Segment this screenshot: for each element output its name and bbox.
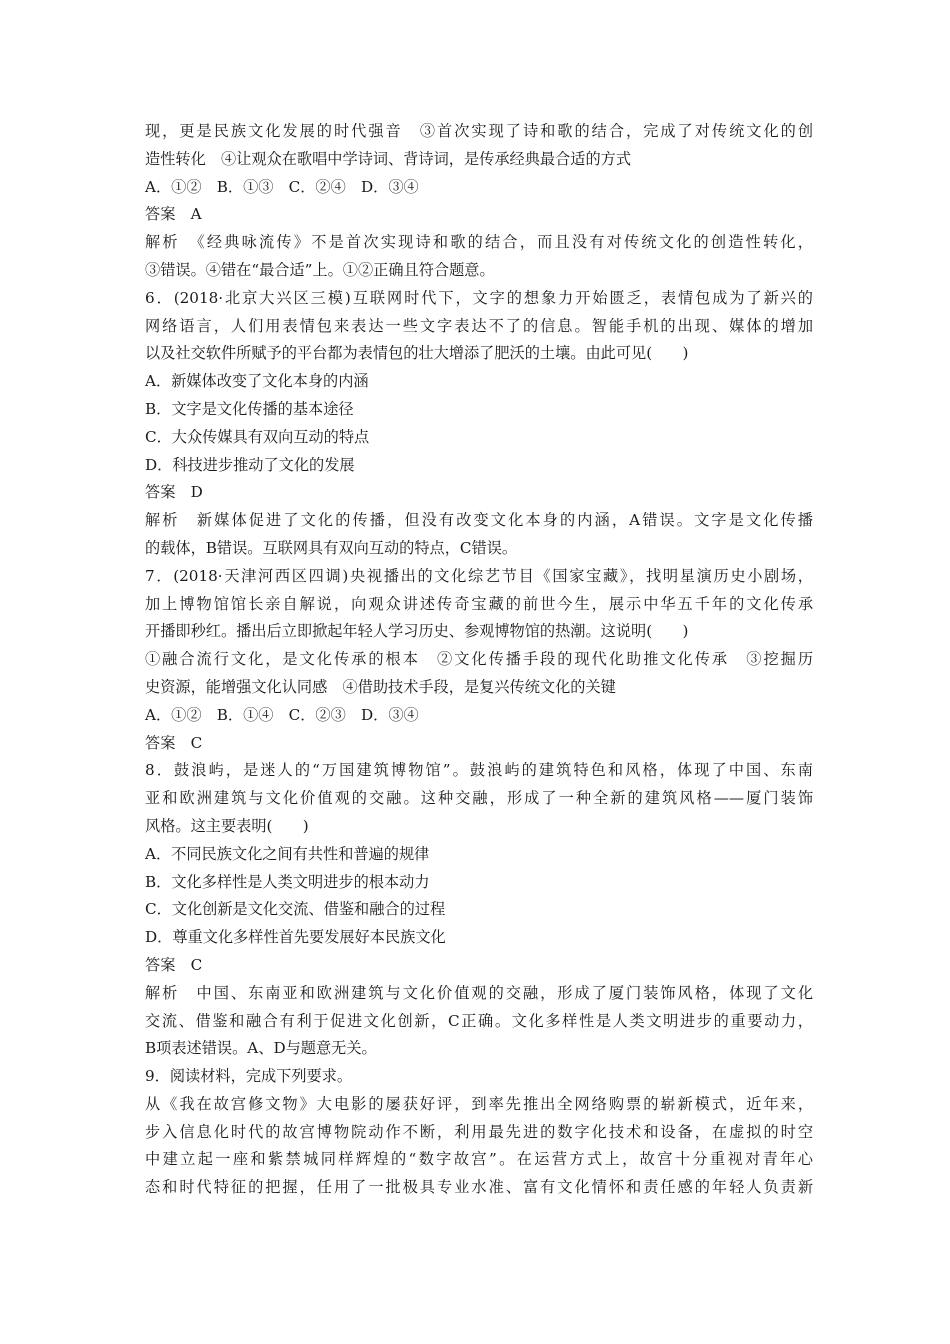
text-line: ③错误。④错在“最合适”上。①②正确且符合题意。 <box>145 260 495 279</box>
option-b: B．文化多样性是人类文明进步的根本动力 <box>145 872 430 891</box>
option-c: C．大众传媒具有双向互动的特点 <box>145 427 370 446</box>
answer-options: A．①② B．①③ C．②④ D．③④ <box>145 177 419 196</box>
question-9-line: 9．阅读材料，完成下列要求。 <box>145 1067 353 1086</box>
material-line: 从《我在故宫修文物》大电影的屡获好评，到率先推出全网络购票的崭新模式，近年来， <box>145 1094 813 1113</box>
text-line: 造性转化 ④让观众在歌唱中学诗词、背诗词，是传承经典最合适的方式 <box>145 149 631 168</box>
material-line: 步入信息化时代的故宫博物院动作不断，利用最先进的数字化技术和设备，在虚拟的时空 <box>145 1122 813 1141</box>
answer-line: 答案 A <box>145 205 202 224</box>
option-d: D．尊重文化多样性首先要发展好本民族文化 <box>145 928 446 947</box>
answer-line: 答案 C <box>145 733 203 752</box>
text-line: 现，更是民族文化发展的时代强音 ③首次实现了诗和歌的结合，完成了对传统文化的创 <box>145 122 813 140</box>
option-c: C．文化创新是文化交流、借鉴和融合的过程 <box>145 900 446 919</box>
text-line: 以及社交软件所赋予的平台都为表情包的壮大增添了肥沃的土壤。由此可见( ) <box>145 344 689 363</box>
text-line: 开播即秒红。播出后立即掀起年轻人学习历史、参观博物馆的热潮。这说明( ) <box>145 622 689 641</box>
answer-line: 答案 C <box>145 955 203 974</box>
text-line: 的载体，B错误。互联网具有双向互动的特点，C错误。 <box>145 538 518 557</box>
text-line: 网络语言，人们用表情包来表达一些文字表达不了的信息。智能手机的出现、媒体的增加 <box>145 316 813 335</box>
question-6-line: 6．(2018·北京大兴区三模)互联网时代下，文字的想象力开始匮乏，表情包成为了新兴的 <box>145 288 813 307</box>
document-page <box>145 118 813 1202</box>
option-d: D．科技进步推动了文化的发展 <box>145 455 355 474</box>
answer-options: A．①② B．①④ C．②③ D．③④ <box>145 705 419 724</box>
text-line: 亚和欧洲建筑与文化价值观的交融。这种交融，形成了一种全新的建筑风格——厦门装饰 <box>145 789 813 808</box>
text-line: B项表述错误。A、D与题意无关。 <box>145 1039 377 1058</box>
analysis-line: 解析 《经典咏流传》不是首次实现诗和歌的结合，而且没有对传统文化的创造性转化， <box>145 233 813 252</box>
text-line: ①融合流行文化，是文化传承的根本 ②文化传播手段的现代化助推文化传承 ③挖掘历 <box>145 650 813 669</box>
material-line: 态和时代特征的把握，任用了一批极具专业水准、富有文化情怀和责任感的年轻人负责新 <box>145 1178 813 1197</box>
question-8-line: 8．鼓浪屿，是迷人的“万国建筑博物馆”。鼓浪屿的建筑特色和风格，体现了中国、东南 <box>145 761 813 780</box>
material-line: 中建立起一座和紫禁城同样辉煌的“数字故宫”。在运营方式上，故宫十分重视对青年心 <box>145 1150 813 1169</box>
text-line: 风格。这主要表明( ) <box>145 816 309 835</box>
option-a: A．新媒体改变了文化本身的内涵 <box>145 372 369 391</box>
question-7-line: 7．(2018·天津河西区四调)央视播出的文化综艺节目《国家宝藏》，找明星演历史小剧场， <box>145 566 813 585</box>
option-b: B．文字是文化传播的基本途径 <box>145 399 354 418</box>
answer-line: 答案 D <box>145 483 203 502</box>
analysis-line: 解析 中国、东南亚和欧洲建筑与文化价值观的交融，形成了厦门装饰风格，体现了文化 <box>145 983 813 1002</box>
option-a: A．不同民族文化之间有共性和普遍的规律 <box>145 844 430 863</box>
text-line: 交流、借鉴和融合有利于促进文化创新，C正确。文化多样性是人类文明进步的重要动力， <box>145 1011 813 1030</box>
analysis-line: 解析 新媒体促进了文化的传播，但没有改变文化本身的内涵，A错误。文字是文化传播 <box>145 511 813 530</box>
text-line: 加上博物馆馆长亲自解说，向观众讲述传奇宝藏的前世今生，展示中华五千年的文化传承 <box>145 594 813 613</box>
text-line: 史资源，能增强文化认同感 ④借助技术手段，是复兴传统文化的关键 <box>145 677 616 696</box>
